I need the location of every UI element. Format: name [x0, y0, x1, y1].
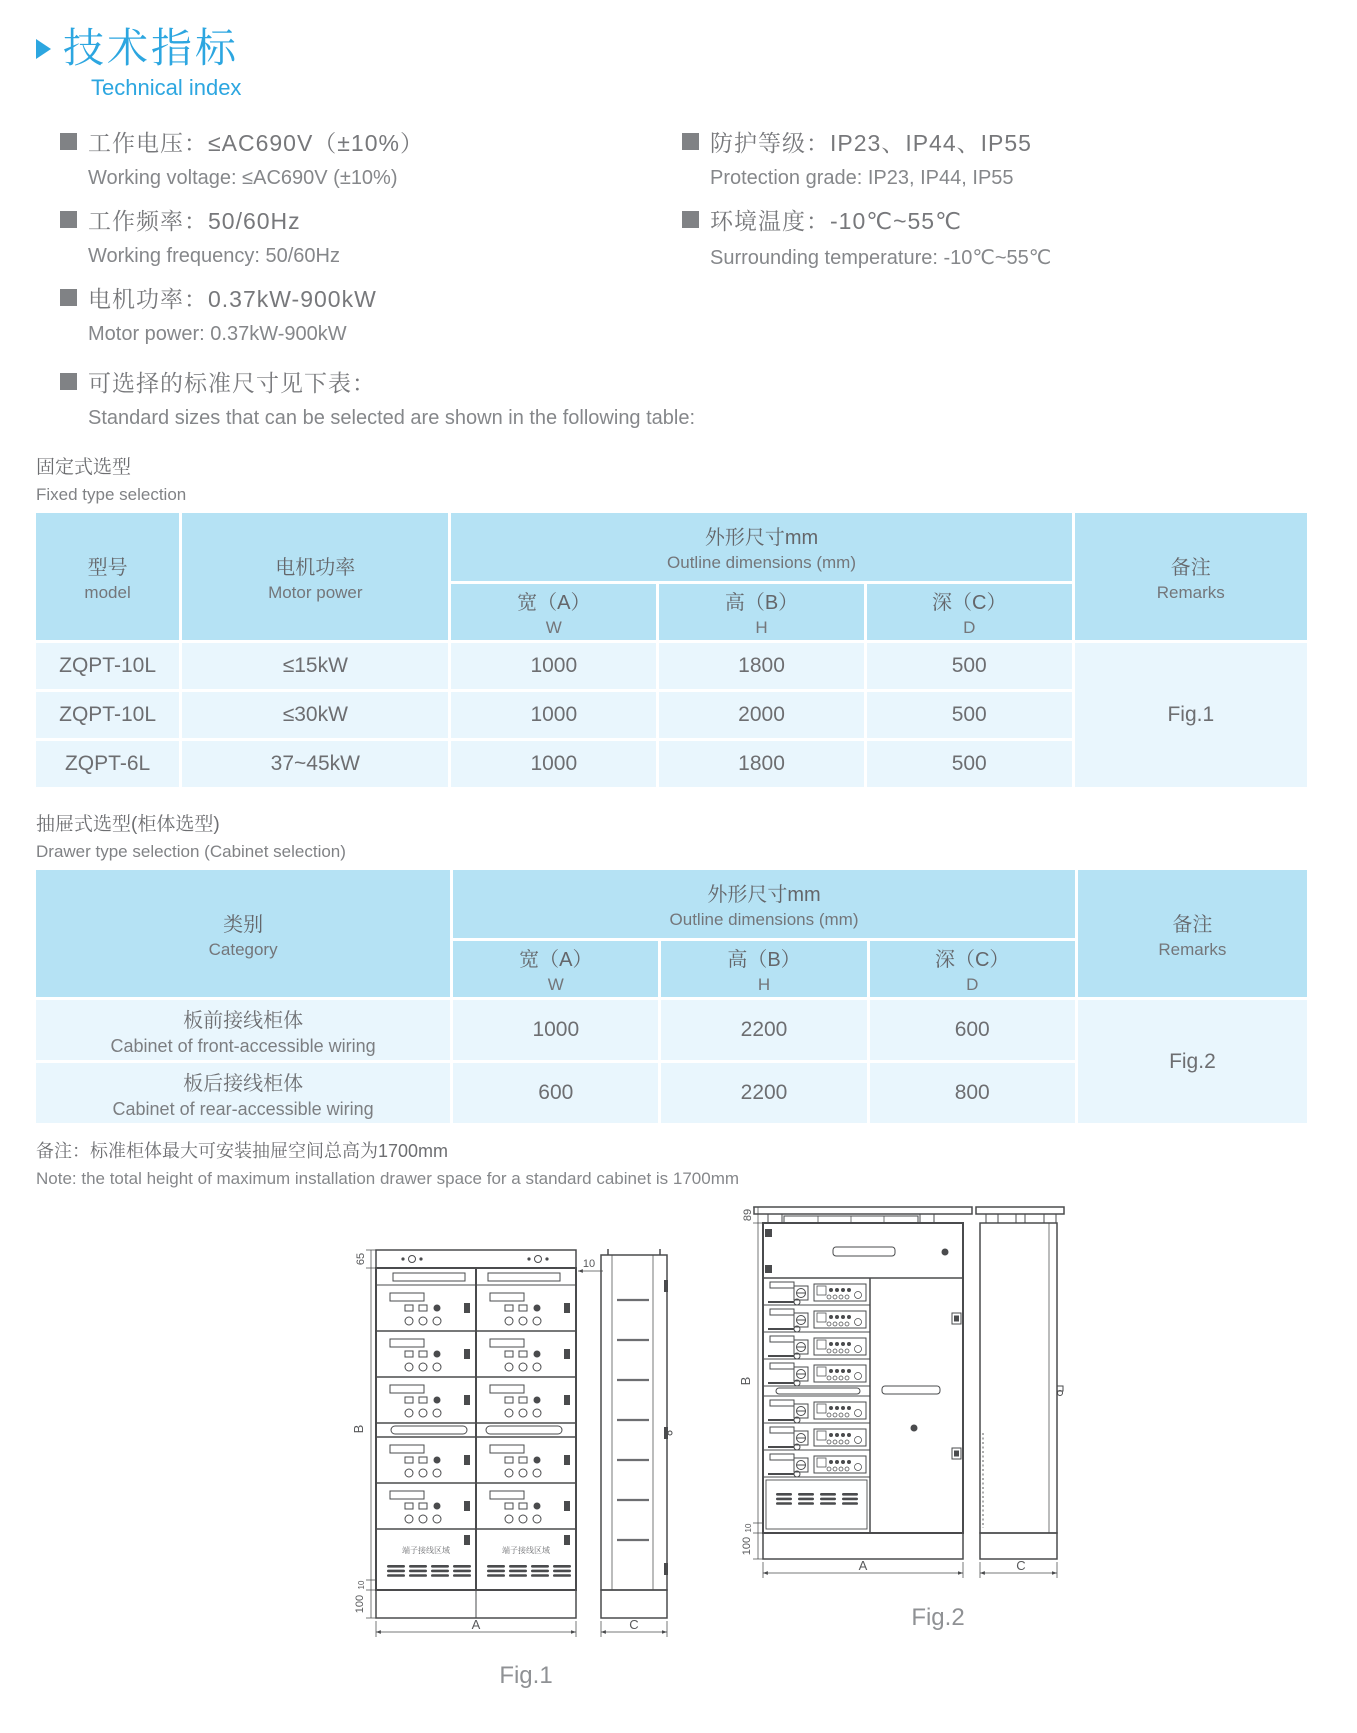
col-header-motor-power [182, 513, 448, 640]
fig2-dim-plinth: 100 [741, 1536, 753, 1556]
spec-text-en: Working frequency: 50/60Hz [88, 245, 340, 268]
fig1-dim-top: 65 [355, 1252, 367, 1266]
fig1-dim-width: A [471, 1617, 481, 1633]
fig2-dim-height: B [738, 1376, 753, 1386]
spec-text-zh: 工作频率：50/60Hz [88, 208, 301, 235]
spec-item-frequency [60, 203, 672, 268]
header-en: Category [208, 939, 278, 959]
bullet-square-icon [682, 211, 699, 228]
fig1-caption: Fig.1 [499, 1662, 553, 1690]
col-header-remarks [1078, 870, 1307, 997]
cell-width: 600 [453, 1063, 658, 1123]
header-zh: 备注 [1172, 913, 1213, 936]
bullet-square-icon [682, 133, 699, 150]
fig1-dim-plinth-small: 10 [357, 1580, 366, 1590]
spec-text-en: Working voltage: ≤AC690V (±10%) [88, 167, 398, 190]
spec-text-en: Surrounding temperature: -10℃~55℃ [710, 247, 1052, 270]
section-title-zh: 固定式选型 [36, 457, 132, 479]
fig2-dim-plinth-small: 10 [744, 1523, 753, 1533]
fig1-dim-top-right: 10 [582, 1258, 596, 1271]
bullet-square-icon [60, 289, 77, 306]
cell-power: ≤30kW [182, 692, 448, 738]
col-header-outline-dims [451, 513, 1071, 581]
header-en: D [963, 618, 976, 638]
col-header-remarks [1075, 513, 1307, 640]
category-en: Cabinet of front-accessible wiring [110, 1035, 376, 1056]
spec-item-voltage [60, 125, 672, 190]
header-zh: 高（B） [727, 949, 801, 972]
header-zh: 宽（A） [517, 592, 591, 615]
cell-width: 1000 [451, 741, 656, 787]
header-zh: 类别 [223, 913, 264, 936]
header-zh: 高（B） [724, 592, 799, 615]
header-en: H [757, 975, 771, 995]
header-zh: 备注 [1170, 556, 1211, 579]
cell-model: ZQPT-10L [36, 643, 179, 689]
category-en: Cabinet of rear-accessible wiring [112, 1098, 374, 1119]
header-en: model [84, 582, 131, 602]
cell-depth: 500 [867, 741, 1072, 787]
fig2-caption: Fig.2 [911, 1604, 965, 1632]
cell-width: 1000 [453, 1000, 658, 1060]
bullet-square-icon [60, 373, 77, 390]
header-en: Remarks [1156, 582, 1225, 602]
fig1-dim-plinth: 100 [354, 1594, 366, 1614]
drawer-type-table [36, 870, 1307, 1123]
fig1-terminal-label: 端子接线区域 [402, 1546, 450, 1556]
fig2-dim-top: 89 [742, 1208, 754, 1222]
spec-list [60, 125, 1307, 359]
page-header [36, 26, 1307, 101]
fig1-terminal-label: 端子接线区域 [502, 1546, 550, 1556]
spec-column-left [60, 125, 672, 359]
note-en: Note: the total height of maximum installation drawer space for a standard cabinet is 1700mm [36, 1169, 740, 1189]
cell-power: ≤15kW [182, 643, 448, 689]
spec-text-zh: 防护等级：IP23、IP44、IP55 [710, 130, 1032, 157]
spec-column-right [682, 125, 1307, 359]
fig2-dim-depth: C [1016, 1558, 1026, 1574]
cell-height: 1800 [659, 741, 864, 787]
cell-category [36, 1000, 450, 1060]
spec-item-protection [682, 125, 1307, 190]
col-header-height [659, 584, 864, 640]
category-zh: 板后接线柜体 [183, 1072, 304, 1095]
cell-height: 2000 [659, 692, 864, 738]
cell-height: 1800 [659, 643, 864, 689]
header-en: D [966, 975, 979, 995]
spec-text-zh: 环境温度：-10℃~55℃ [710, 208, 962, 235]
fixed-type-table [36, 513, 1307, 787]
category-zh: 板前接线柜体 [183, 1009, 304, 1032]
header-zh: 型号 [87, 556, 128, 579]
section-title-en: Fixed type selection [36, 485, 187, 505]
fixed-table-caption [36, 452, 1307, 505]
header-en: Motor power [268, 582, 363, 602]
spec-text-en: Motor power: 0.37kW-900kW [88, 323, 347, 346]
header-zh: 外形尺寸mm [707, 884, 821, 907]
cell-width: 1000 [451, 643, 656, 689]
cell-remark: Fig.1 [1075, 643, 1307, 787]
cell-remark: Fig.2 [1078, 1000, 1307, 1123]
page-title-zh: 技术指标 [63, 25, 239, 71]
cell-model: ZQPT-6L [36, 741, 179, 787]
arrow-icon [36, 39, 51, 59]
cell-model: ZQPT-10L [36, 692, 179, 738]
table-row [36, 643, 1307, 689]
table-row [36, 1000, 1307, 1060]
header-zh: 外形尺寸mm [704, 527, 819, 550]
header-en: H [755, 618, 768, 638]
col-header-width [453, 941, 658, 997]
fig2-dim-width: A [858, 1558, 868, 1574]
header-zh: 宽（A） [519, 949, 593, 972]
section-title-zh: 抽屉式选型(柜体选型) [36, 814, 220, 836]
spec-text-zh: 可选择的标准尺寸见下表： [88, 370, 376, 397]
header-en: W [545, 618, 562, 638]
drawer-table-caption [36, 809, 1307, 862]
col-header-model [36, 513, 179, 640]
fig1-dim-height: B [351, 1424, 366, 1434]
section-title-en: Drawer type selection (Cabinet selection) [36, 842, 346, 862]
header-en: W [547, 975, 564, 995]
header-zh: 深（C） [932, 592, 1007, 615]
cell-depth: 600 [870, 1000, 1075, 1060]
col-header-width [451, 584, 656, 640]
header-zh: 深（C） [934, 949, 1010, 972]
col-header-outline-dims [453, 870, 1075, 938]
cell-depth: 800 [870, 1063, 1075, 1123]
spec-item-motor-power [60, 281, 672, 346]
technical-drawings [36, 1193, 1307, 1733]
spec-text-zh: 工作电压：≤AC690V（±10%） [88, 130, 424, 157]
fig1-drawing [331, 1235, 681, 1705]
col-header-height [661, 941, 866, 997]
cell-depth: 500 [867, 643, 1072, 689]
spec-text-en: Standard sizes that can be selected are shown in the following table: [88, 407, 696, 430]
col-header-category [36, 870, 450, 997]
fig1-dim-depth: C [629, 1617, 639, 1633]
cell-depth: 500 [867, 692, 1072, 738]
col-header-depth [870, 941, 1075, 997]
fig2-drawing [718, 1193, 1078, 1693]
bottom-note [36, 1137, 1307, 1189]
cell-height: 2200 [661, 1000, 866, 1060]
cell-category [36, 1063, 450, 1123]
spec-text-zh: 电机功率：0.37kW-900kW [88, 286, 377, 313]
note-zh: 备注：标准柜体最大可安装抽屉空间总高为1700mm [36, 1141, 449, 1162]
spec-item-table-note [60, 365, 1307, 430]
header-en: Outline dimensions (mm) [667, 553, 856, 573]
page-title-en: Technical index [91, 75, 242, 101]
header-en: Remarks [1158, 939, 1227, 959]
bullet-square-icon [60, 133, 77, 150]
cell-height: 2200 [661, 1063, 866, 1123]
spec-item-temperature [682, 203, 1307, 270]
header-en: Outline dimensions (mm) [669, 910, 859, 930]
bullet-square-icon [60, 211, 77, 228]
cell-width: 1000 [451, 692, 656, 738]
header-zh: 电机功率 [275, 556, 356, 579]
spec-text-en: Protection grade: IP23, IP44, IP55 [710, 167, 1014, 190]
col-header-depth [867, 584, 1072, 640]
cell-power: 37~45kW [182, 741, 448, 787]
